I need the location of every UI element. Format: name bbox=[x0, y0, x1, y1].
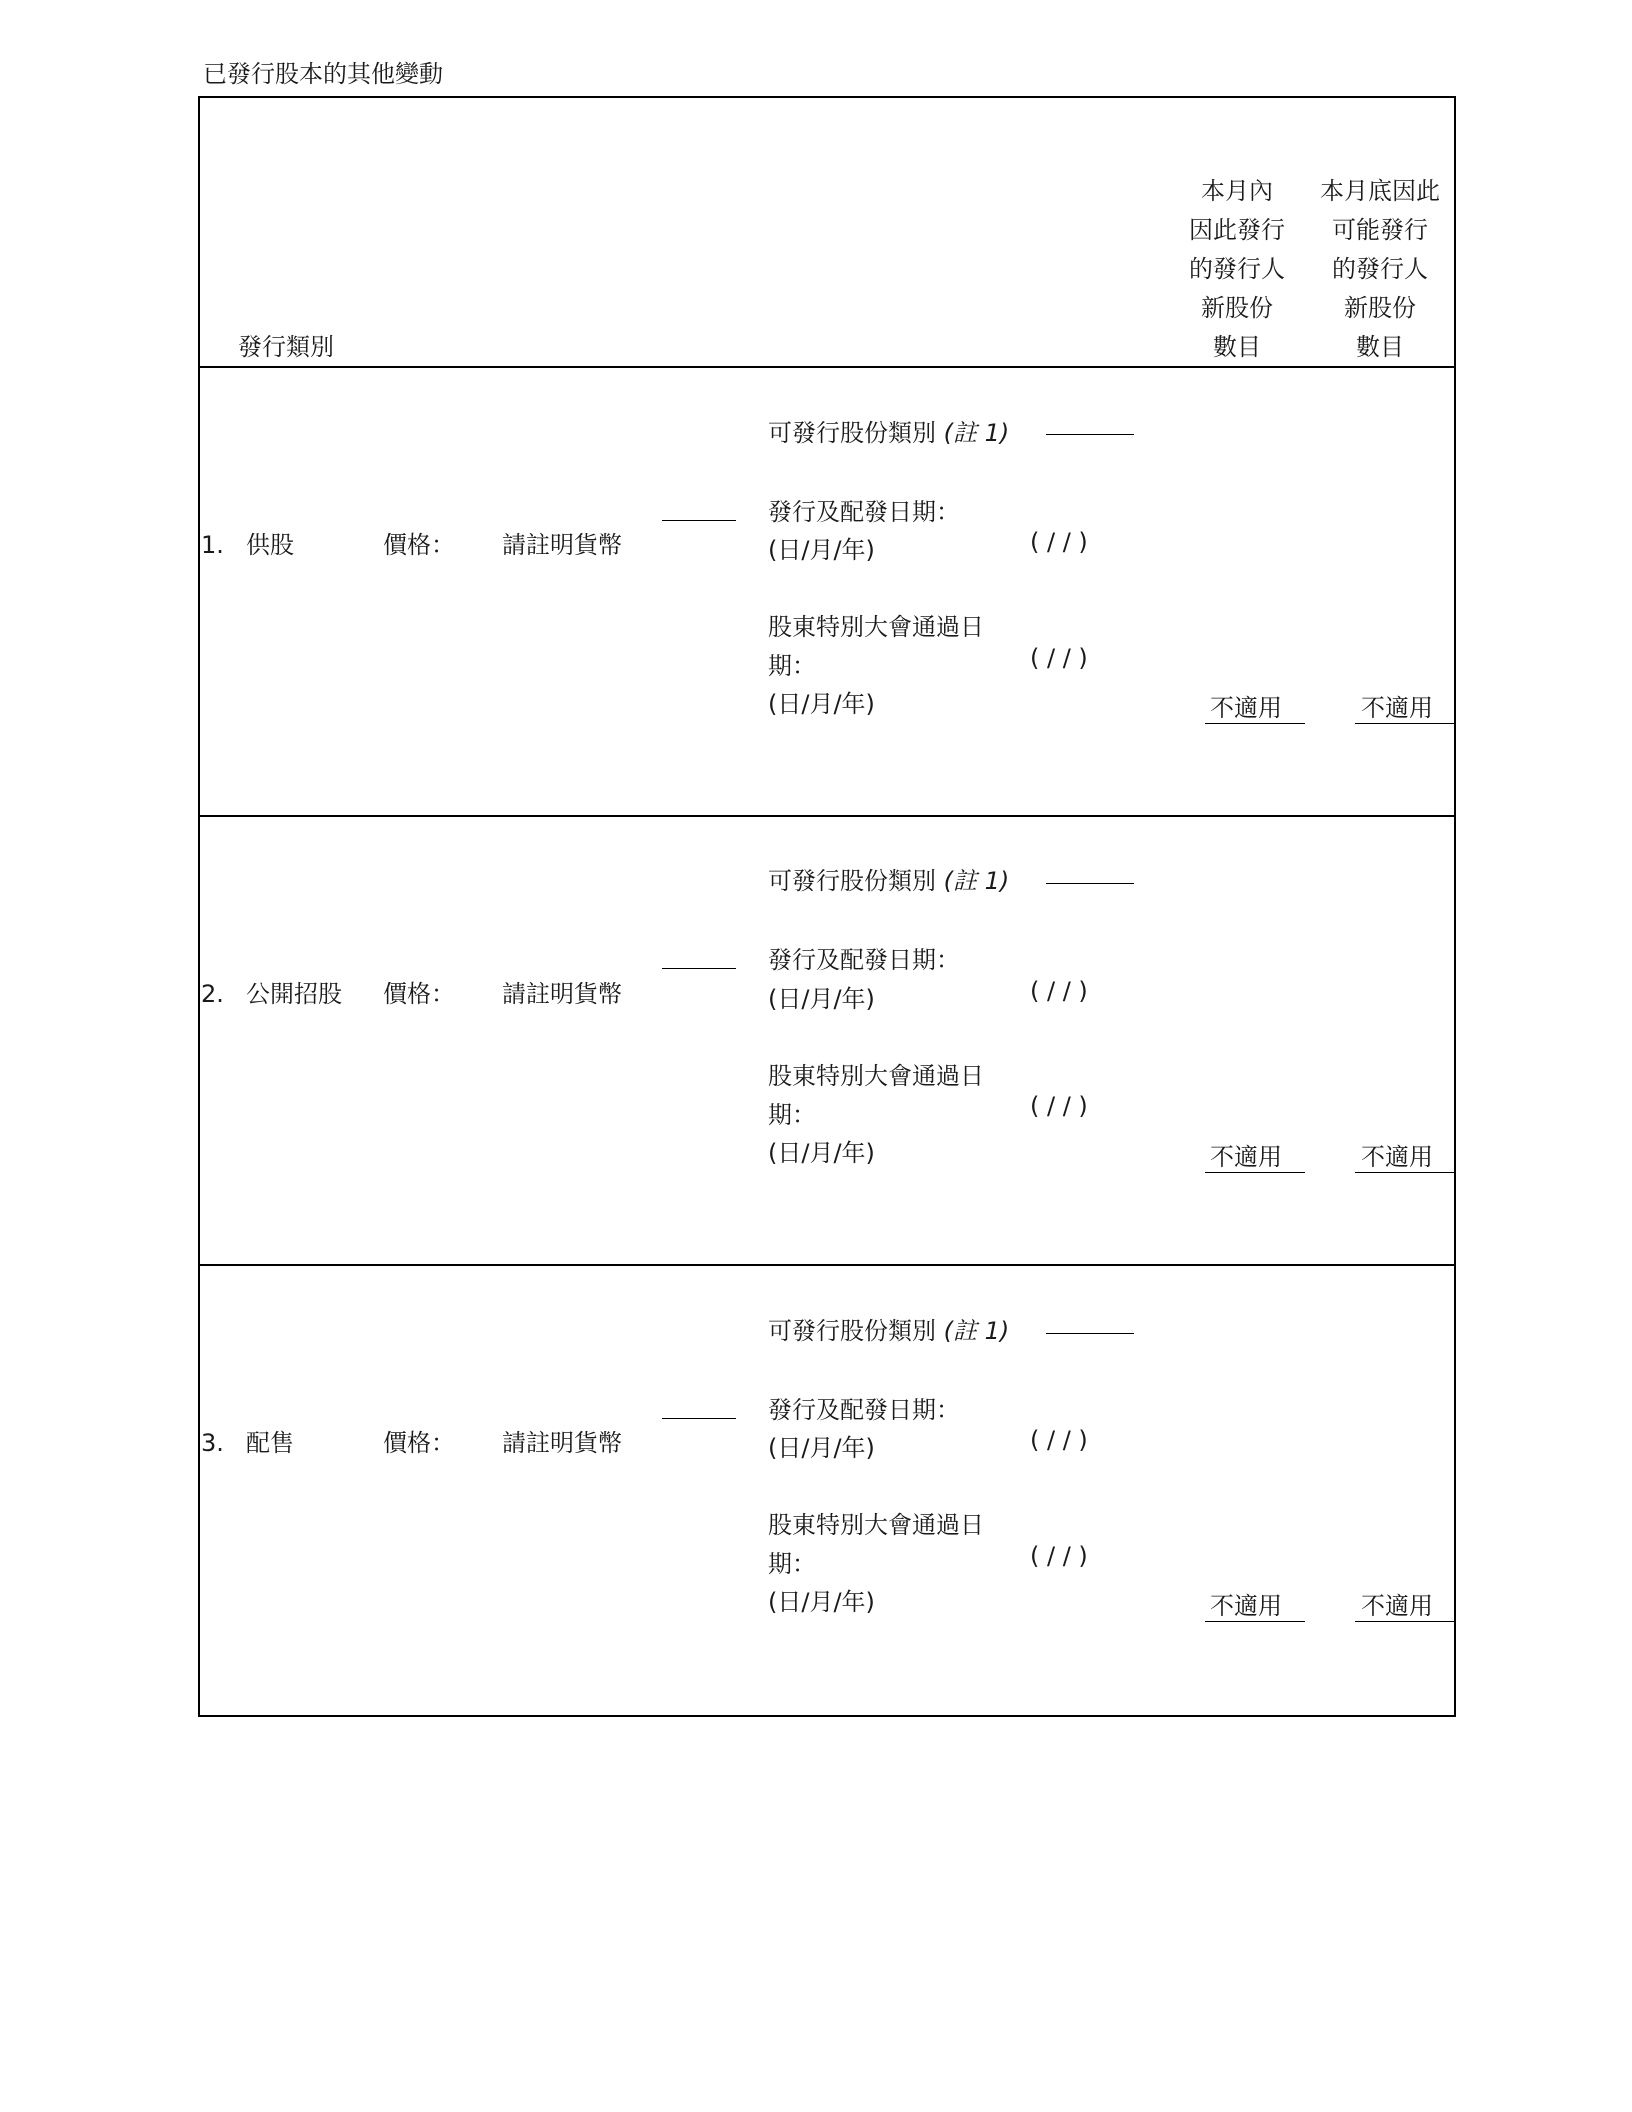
category-header: 發行類別 bbox=[238, 333, 334, 361]
currency-label: 請註明貨幣 bbox=[502, 980, 622, 1008]
date-format-label: (日/月/年) bbox=[768, 1588, 875, 1616]
egm-date-label-2: 期： bbox=[768, 1101, 816, 1129]
egm-date-label: 股東特別大會通過日 bbox=[768, 1511, 984, 1539]
date-format-label: (日/月/年) bbox=[768, 985, 875, 1013]
na-underline bbox=[1355, 723, 1455, 724]
egm-date-label-2: 期： bbox=[768, 652, 816, 680]
na-underline bbox=[1355, 1172, 1455, 1173]
price-label: 價格： bbox=[383, 1429, 455, 1457]
row-divider-1 bbox=[198, 815, 1456, 817]
na-underline bbox=[1355, 1621, 1455, 1622]
issue-type: 供股 bbox=[246, 531, 294, 559]
price-blank[interactable] bbox=[662, 968, 736, 969]
issue-date-field[interactable]: ( / / ) bbox=[1030, 1426, 1088, 1454]
date-format-label: (日/月/年) bbox=[768, 690, 875, 718]
na-underline bbox=[1205, 1172, 1305, 1173]
na-issued-this-month: 不適用 bbox=[1210, 1143, 1282, 1171]
na-underline bbox=[1205, 723, 1305, 724]
issue-date-label: 發行及配發日期： bbox=[768, 1396, 960, 1424]
row-divider-2 bbox=[198, 1264, 1456, 1266]
share-class-label: 可發行股份類別 (註 1) bbox=[768, 867, 1010, 895]
price-blank[interactable] bbox=[662, 1418, 736, 1419]
share-class-label: 可發行股份類別 (註 1) bbox=[768, 1317, 1010, 1345]
issue-date-field[interactable]: ( / / ) bbox=[1030, 977, 1088, 1005]
price-blank[interactable] bbox=[662, 520, 736, 521]
issue-type: 配售 bbox=[246, 1429, 294, 1457]
share-class-blank[interactable] bbox=[1046, 434, 1134, 435]
egm-date-label: 股東特別大會通過日 bbox=[768, 1062, 984, 1090]
row-number: 2. bbox=[201, 980, 224, 1008]
share-class-blank[interactable] bbox=[1046, 1333, 1134, 1334]
currency-label: 請註明貨幣 bbox=[502, 531, 622, 559]
egm-date-label-2: 期： bbox=[768, 1550, 816, 1578]
row-number: 1. bbox=[201, 531, 224, 559]
issue-date-label: 發行及配發日期： bbox=[768, 498, 960, 526]
issue-date-label: 發行及配發日期： bbox=[768, 946, 960, 974]
share-class-blank[interactable] bbox=[1046, 883, 1134, 884]
section-title: 已發行股本的其他變動 bbox=[203, 60, 443, 88]
na-possible-end-month: 不適用 bbox=[1361, 694, 1433, 722]
share-class-label: 可發行股份類別 (註 1) bbox=[768, 419, 1010, 447]
date-format-label: (日/月/年) bbox=[768, 1434, 875, 1462]
egm-date-field[interactable]: ( / / ) bbox=[1030, 1092, 1088, 1120]
issued-this-month-header: 本月內 因此發行 的發行人 新股份 數目 bbox=[1189, 177, 1285, 361]
na-possible-end-month: 不適用 bbox=[1361, 1143, 1433, 1171]
row-number: 3. bbox=[201, 1429, 224, 1457]
currency-label: 請註明貨幣 bbox=[502, 1429, 622, 1457]
issue-date-field[interactable]: ( / / ) bbox=[1030, 528, 1088, 556]
na-issued-this-month: 不適用 bbox=[1210, 694, 1282, 722]
price-label: 價格： bbox=[383, 980, 455, 1008]
egm-date-field[interactable]: ( / / ) bbox=[1030, 644, 1088, 672]
date-format-label: (日/月/年) bbox=[768, 536, 875, 564]
price-label: 價格： bbox=[383, 531, 455, 559]
egm-date-field[interactable]: ( / / ) bbox=[1030, 1542, 1088, 1570]
egm-date-label: 股東特別大會通過日 bbox=[768, 613, 984, 641]
issue-type: 公開招股 bbox=[246, 980, 342, 1008]
na-possible-end-month: 不適用 bbox=[1361, 1592, 1433, 1620]
na-underline bbox=[1205, 1621, 1305, 1622]
possible-end-month-header: 本月底因此 可能發行 的發行人 新股份 數目 bbox=[1320, 177, 1440, 361]
date-format-label: (日/月/年) bbox=[768, 1139, 875, 1167]
na-issued-this-month: 不適用 bbox=[1210, 1592, 1282, 1620]
